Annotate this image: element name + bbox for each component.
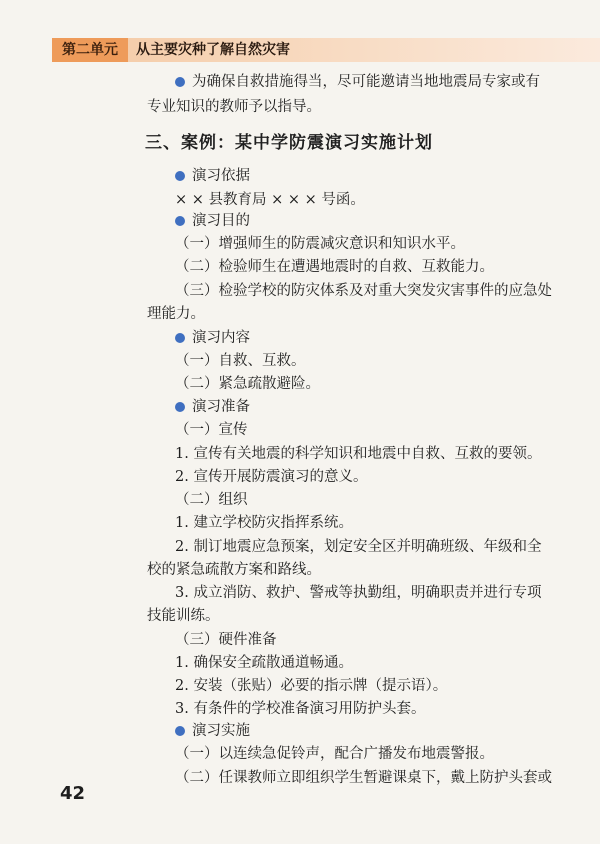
running-header	[52, 38, 600, 62]
basis-text: × × 县教育局 × × × 号函。	[175, 192, 365, 208]
prep-organization-2b: 校的紧急疏散方案和路线。	[147, 562, 321, 578]
page-number: 42	[60, 783, 86, 804]
intro-line-1: 为确保自救措施得当，尽可能邀请当地地震局专家或有	[175, 72, 540, 92]
content-heading: 演习内容	[175, 328, 250, 348]
header-title: 从主要灾种了解自然灾害	[136, 42, 290, 58]
prep-hardware-2: 2. 安装（张贴）必要的指示牌（提示语）。	[175, 678, 448, 694]
goal-heading: 演习目的	[175, 211, 250, 231]
prep-publicity: （一）宣传	[175, 422, 248, 438]
bullet-icon	[175, 402, 185, 412]
impl-heading: 演习实施	[175, 721, 250, 741]
prep-organization-3b: 技能训练。	[147, 608, 220, 624]
content-item-1: （一）自救、互救。	[175, 353, 306, 369]
intro-line-2: 专业知识的教师予以指导。	[147, 99, 321, 115]
prep-heading: 演习准备	[175, 397, 250, 417]
basis-heading: 演习依据	[175, 166, 250, 186]
prep-publicity-1: 1. 宣传有关地震的科学知识和地震中自救、互救的要领。	[175, 446, 542, 462]
prep-organization-1: 1. 建立学校防灾指挥系统。	[175, 515, 353, 531]
section-title: 三、案例：某中学防震演习实施计划	[145, 133, 433, 153]
impl-item-1: （一）以连续急促铃声，配合广播发布地震警报。	[175, 746, 494, 762]
prep-organization: （二）组织	[175, 492, 248, 508]
goal-item-3b: 理能力。	[147, 306, 205, 322]
bullet-icon	[175, 171, 185, 181]
unit-label: 第二单元	[52, 38, 128, 62]
bullet-icon	[175, 726, 185, 736]
goal-item-2: （二）检验师生在遭遇地震时的自救、互救能力。	[175, 259, 494, 275]
prep-publicity-2: 2. 宣传开展防震演习的意义。	[175, 469, 368, 485]
goal-item-1: （一）增强师生的防震减灾意识和知识水平。	[175, 236, 465, 252]
prep-hardware: （三）硬件准备	[175, 632, 277, 648]
content-item-2: （二）紧急疏散避险。	[175, 376, 320, 392]
bullet-icon	[175, 216, 185, 226]
prep-hardware-1: 1. 确保安全疏散通道畅通。	[175, 655, 353, 671]
impl-item-2: （二）任课教师立即组织学生暂避课桌下，戴上防护头套或	[175, 770, 552, 786]
prep-hardware-3: 3. 有条件的学校准备演习用防护头套。	[175, 701, 426, 717]
prep-organization-3a: 3. 成立消防、救护、警戒等执勤组，明确职责并进行专项	[175, 585, 542, 601]
prep-organization-2a: 2. 制订地震应急预案，划定安全区并明确班级、年级和全	[175, 539, 542, 555]
bullet-icon	[175, 77, 185, 87]
bullet-icon	[175, 333, 185, 343]
goal-item-3a: （三）检验学校的防灾体系及对重大突发灾害事件的应急处	[175, 283, 552, 299]
